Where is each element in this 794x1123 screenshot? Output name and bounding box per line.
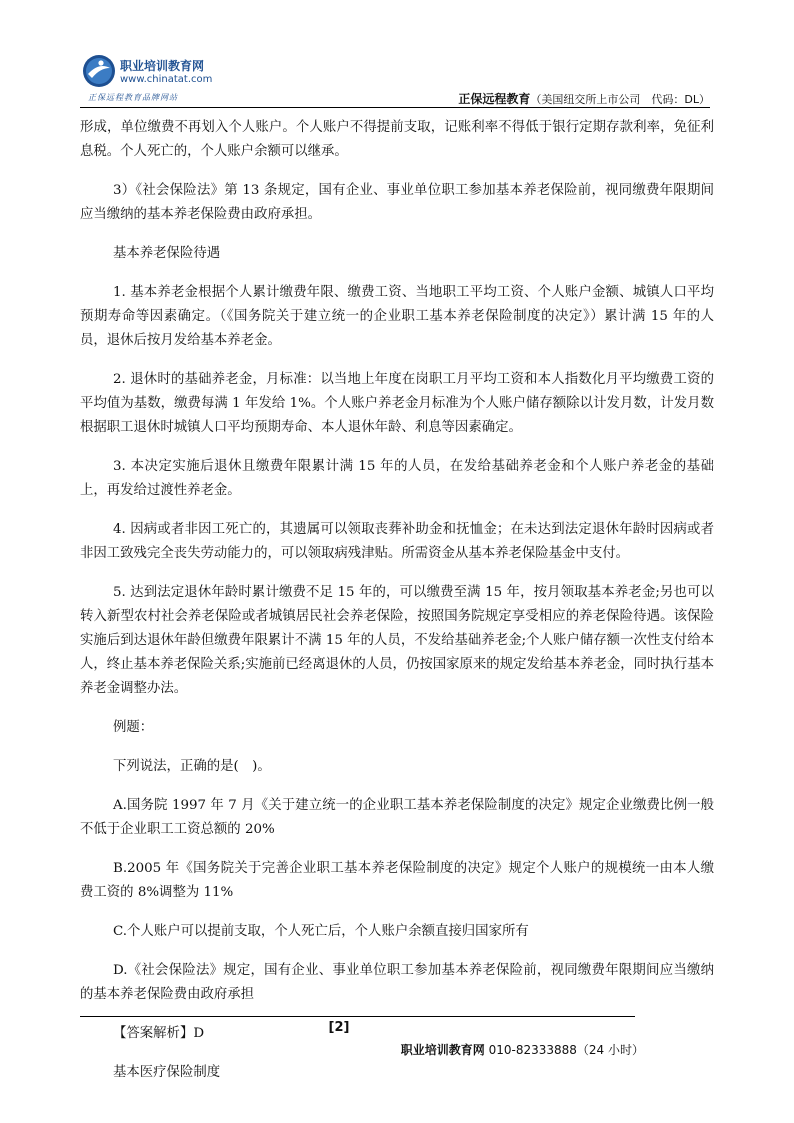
header-divider	[80, 107, 710, 108]
footer-divider	[80, 1016, 635, 1017]
logo-name: 职业培训教育网	[120, 59, 205, 73]
page-number: [2]	[328, 1020, 350, 1035]
section-heading: 基本养老保险待遇	[113, 246, 221, 261]
option-d: D.《社会保险法》规定，国有企业、事业单位职工参加基本养老保险前，视同缴费年限期间应当缴纳的基本养老保险费由政府承担	[80, 963, 714, 1002]
section-heading: 基本医疗保险制度	[113, 1065, 221, 1080]
footer-phone: 010-82333888（24 小时）	[484, 1043, 644, 1057]
paragraph: 4. 因病或者非因工死亡的，其遗属可以领取丧葬补助金和抚恤金；在未达到法定退休年龄时因病或者非因工致残完全丧失劳动能力的，可以领取病残津贴。所需资金从基本养老保险基金中支付。	[80, 522, 714, 561]
paragraph: 3）《社会保险法》第 13 条规定，国有企业、事业单位职工参加基本养老保险前，视同缴费年限期间应当缴纳的基本养老保险费由政府承担。	[80, 183, 714, 222]
example-label: 例题：	[113, 720, 154, 735]
paragraph: 5. 达到法定退休年龄时累计缴费不足 15 年的，可以缴费至满 15 年，按月领取基本养老金;另也可以转入新型农村社会养老保险或者城镇居民社会养老保险，按照国务院规定享受相应的养老保险待遇。该保险实施后到达退休年龄但缴费年限累计不满 15 年的人员，不发给基础养老金;个人账户储存额一次性支付给本人，终止基本养老保险关系;实施前已经离退休的人员，仍按国家原来的规定发给基本养老金，同时执行基本养老金调整办法。	[80, 585, 714, 696]
page-header	[80, 52, 710, 108]
question-stem: 下列说法，正确的是( )。	[113, 759, 271, 774]
company-brand: 正保远程教育	[458, 92, 531, 106]
answer-explanation: 【答案解析】D	[113, 1026, 205, 1041]
company-note: （美国纽交所上市公司 代码：DL）	[530, 93, 710, 106]
option-c: C.个人账户可以提前支取，个人死亡后，个人账户余额直接归国家所有	[113, 924, 529, 939]
option-a: A.国务院 1997 年 7 月《关于建立统一的企业职工基本养老保险制度的决定》规定企业缴费比例一般不低于企业职工工资总额的 20%	[80, 798, 714, 837]
footer-brand: 职业培训教育网	[400, 1043, 485, 1057]
logo-slogan: 正保远程教育品牌网站	[88, 93, 178, 102]
paragraph: 1. 基本养老金根据个人累计缴费年限、缴费工资、当地职工平均工资、个人账户金额、城镇人口平均预期寿命等因素确定。（《国务院关于建立统一的企业职工基本养老保险制度的决定》）累计满 15 年的人员，退休后按月发给基本养老金。	[80, 285, 714, 348]
footer-contact	[401, 1041, 644, 1058]
document-body	[80, 116, 714, 1085]
option-b: B.2005 年《国务院关于完善企业职工基本养老保险制度的决定》规定个人账户的规模统一由本人缴费工资的 8%调整为 11%	[80, 861, 714, 900]
logo-icon	[82, 54, 116, 88]
paragraph: 3. 本决定实施后退休且缴费年限累计满 15 年的人员，在发给基础养老金和个人账户养老金的基础上，再发给过渡性养老金。	[80, 459, 714, 498]
logo-url: www.chinatat.com	[120, 74, 213, 85]
paragraph: 形成，单位缴费不再划入个人账户。个人账户不得提前支取，记账利率不得低于银行定期存款利率，免征利息税。个人死亡的，个人账户余额可以继承。	[80, 120, 714, 159]
paragraph: 2. 退休时的基础养老金，月标准：以当地上年度在岗职工月平均工资和本人指数化月平均缴费工资的平均值为基数，缴费每满 1 年发给 1%。个人账户养老金月标准为个人账户储存额除以计发月数，计发月数根据职工退休时城镇人口平均预期寿命、本人退休年龄、利息等因素确定。	[80, 372, 714, 435]
company-info	[458, 90, 710, 107]
